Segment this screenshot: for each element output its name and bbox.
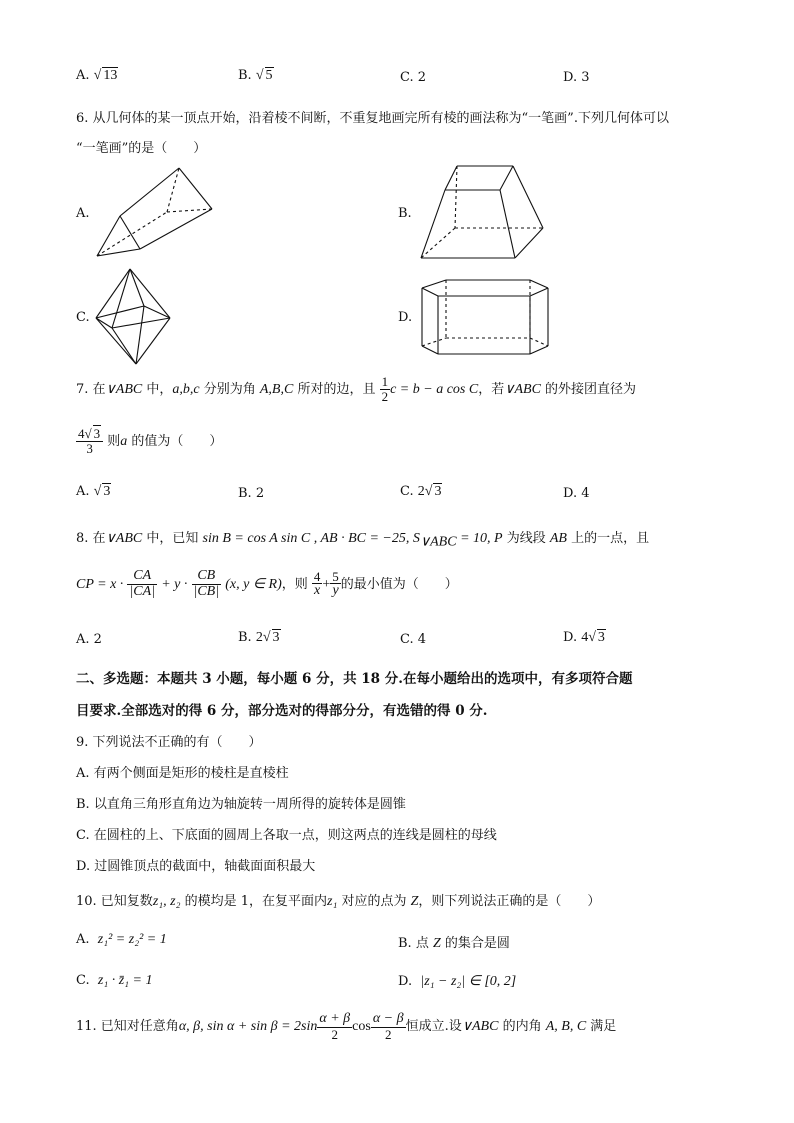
octahedron-figure [92,266,174,368]
frustum-figure [415,160,550,265]
q10-option-d: D. |z₁ − z₂| ∈ [0, 2] [398,974,517,989]
section2-heading-line1: 二、多选题：本题共 3 小题，每小题 6 分，共 18 分.在每小题给出的选项中，有多项符合题 [76,671,633,687]
q10-stem: 10. 已知复数z₁, z₂ 的模均是 1，在复平面内z₁ 对应的点为 Z，则下列说法正确的是（ ） [76,894,601,909]
q6-option-d-label: D. [398,310,413,325]
q8-unit-vector-cb: $\frac{CB}{|CB|}$ [193,568,220,599]
q11-half-diff-fraction: $\frac{\alpha - \beta}{2}$ [372,1010,404,1042]
q9-option-d: D. 过圆锥顶点的截面中，轴截面面积最大 [76,859,316,874]
q9-option-a: A. 有两个侧面是矩形的棱柱是直棱柱 [76,766,289,781]
q7-diameter-value: $\frac{4√ 3}{3}$ 则a 的值为（ ） [78,426,223,456]
q7-stem: 7. 在∨ABC 中，a,b,c 分别为角 A,B,C 所对的边，且 $\frac{1}{2}$ c = b − a cos C，若∨ABC 的外接团直径为 [76,374,637,404]
q5-option-b: B. √ 5 [238,68,273,83]
q7-option-a: A. √ 3 [76,484,111,499]
q10-option-a: A. z₁² = z₂² = 1 [76,932,167,947]
q5-option-d: D. 3 [563,70,590,85]
q8-unit-vector-ca: $\frac{CA}{|CA|}$ [129,568,156,599]
q11-stem: 11. 已知对任意角α, β, sin α + sin β = 2sin $\frac{\alpha + \beta}{2}$ cos $\frac{\alpha - \beta}{2}$ 恒成立.设∨ABC 的内角 A, B, C 满足 [76,1010,617,1042]
q10-option-b: B. 点 Z 的集合是圆 [398,936,510,951]
q5-option-a: A. √ 13 [76,68,118,83]
q6-option-c-label: C. [76,310,90,325]
q8-frac-4-over-x: $\frac{4}{x}$ [313,568,321,599]
q8-stem: 8. 在∨ABC 中，已知 sin B = cos A sin C , AB · BC = −25, $S_{\vee ABC} = 10$, P 为线段 AB 上的一点，且 [76,531,650,550]
q9-option-b: B. 以直角三角形直角边为轴旋转一周所得的旋转体是圆锥 [76,797,406,812]
q7-option-c: C. 2√ 3 [400,484,442,499]
q8-frac-5-over-y: $\frac{5}{y}$ [332,568,339,599]
q6-option-b-label: B. [398,206,412,221]
q7-option-b: B. 2 [238,486,265,501]
q5-option-c: C. 2 [400,70,427,85]
hexagonal-prism-figure [418,276,553,358]
q6-stem-line1: 6. 从几何体的某一顶点开始，沿着棱不间断，不重复地画完所有棱的画法称为“一笔画”.下列几何体可以 [76,111,669,126]
triangular-prism-figure [92,164,222,264]
section2-heading-line2: 目要求.全部选对的得 6 分，部分选对的得部分分，有选错的得 0 分. [76,703,488,719]
q7-option-d: D. 4 [563,486,590,501]
q8-option-c: C. 4 [400,632,427,647]
q6-option-a-label: A. [76,206,90,221]
q9-stem: 9. 下列说法不正确的有（ ） [76,735,262,750]
q11-half-sum-fraction: $\frac{\alpha + \beta}{2}$ [319,1010,351,1042]
q9-option-c: C. 在圆柱的上、下底面的圆周上各取一点，则这两点的连线是圆柱的母线 [76,828,497,843]
q8-vector-equation: CP = x · $\frac{CA}{|CA|}$ + y · $\frac{CB}{|CB|}$ (x, y ∈ R)，则 $\frac{4}{x}$ + $\frac{5}{y}$ 的最小值为（ ） [76,568,458,599]
q7-half-fraction: $\frac{1}{2}$ [381,374,389,404]
q8-option-a: A. 2 [76,632,102,647]
q8-option-b: B. 2√ 3 [238,630,280,645]
q10-option-c: C. z₁ · z̄₁ = 1 [76,973,153,988]
q7-diameter-fraction: $\frac{4√ 3}{3}$ [76,427,103,455]
q6-stem-line2: “一笔画”的是（ ） [76,141,207,156]
q8-option-d: D. 4√ 3 [563,630,605,645]
